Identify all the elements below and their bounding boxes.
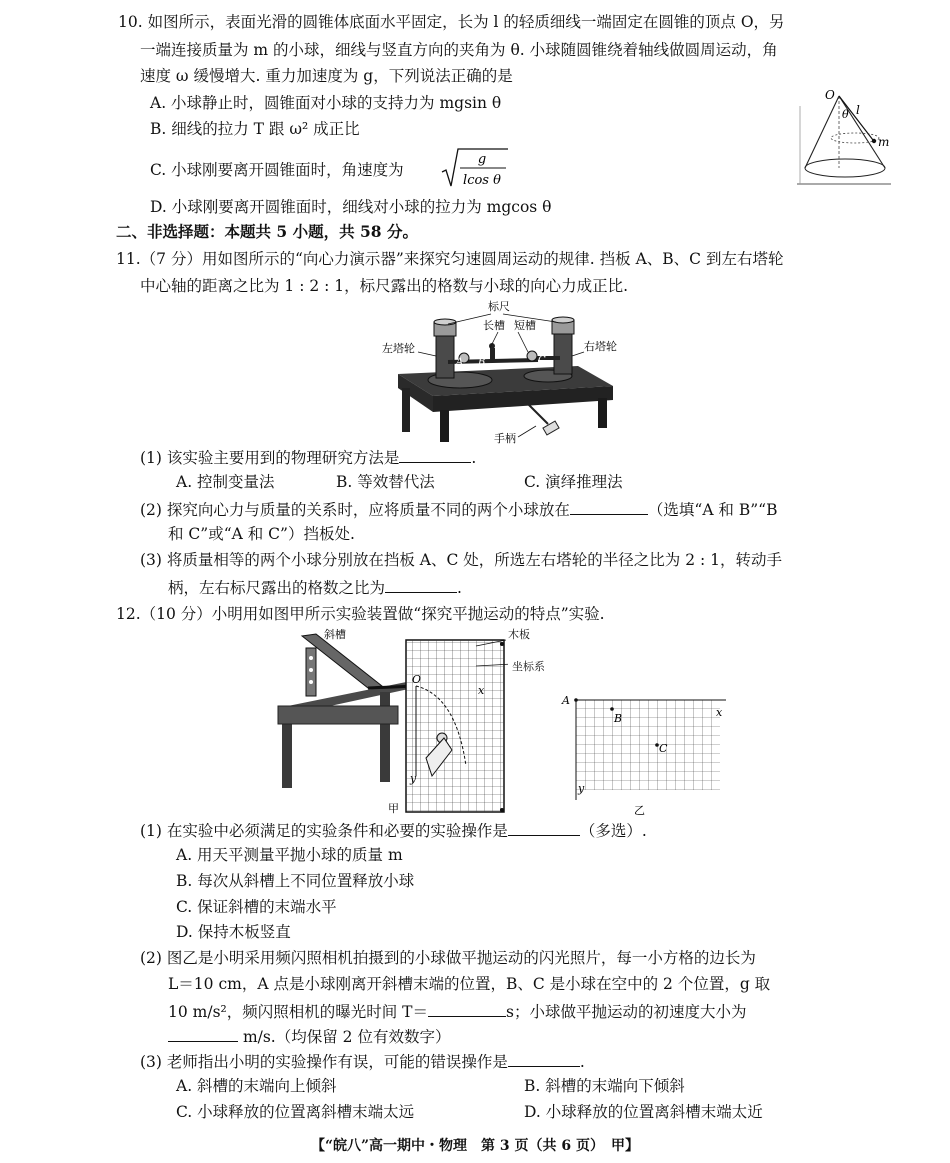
q12-part1-option-c: C. 保证斜槽的末端水平 bbox=[176, 898, 337, 916]
q12-part3-blank[interactable] bbox=[508, 1050, 580, 1067]
q11-part3-line1: (3) 将质量相等的两个小球分别放在挡板 A、C 处，所选左右塔轮的半径之比为 2 : 1，转动手 bbox=[140, 551, 783, 569]
q11-part2-text-b: （选填“A 和 B”“B bbox=[647, 501, 778, 519]
yi-label-b: B bbox=[614, 712, 623, 725]
q11-part1-end: . bbox=[471, 449, 477, 467]
cone-label-theta: θ bbox=[842, 108, 849, 121]
q11-stem-line2: 中心轴的距离之比为 1 : 2 : 1，标尺露出的格数与小球的向心力成正比. bbox=[140, 277, 629, 295]
q10-option-c-prefix: C. 小球刚要离开圆锥面时，角速度为 bbox=[150, 161, 404, 179]
q11-part1-text: (1) 该实验主要用到的物理研究方法是 bbox=[140, 449, 400, 467]
yi-label-a: A bbox=[562, 694, 570, 707]
jia-caption: 甲 bbox=[388, 802, 399, 815]
q12-part3-text: (3) 老师指出小明的实验操作有误，可能的错误操作是 bbox=[140, 1053, 508, 1071]
jia-label-o: O bbox=[412, 673, 422, 686]
apparatus-label-right-tower: 右塔轮 bbox=[584, 340, 617, 353]
q12-part2-blank-period[interactable] bbox=[428, 1000, 506, 1017]
q12-part1 bbox=[140, 819, 647, 841]
apparatus-label-handle: 手柄 bbox=[494, 432, 516, 445]
q10-option-b: B. 细线的拉力 T 跟 ω² 成正比 bbox=[150, 120, 360, 138]
yi-caption: 乙 bbox=[634, 804, 645, 817]
q11-part1-option-c: C. 演绎推理法 bbox=[524, 473, 623, 491]
q11-part1-option-a: A. 控制变量法 bbox=[176, 473, 275, 491]
q12-part2-line1: (2) 图乙是小明采用频闪照相机拍摄到的小球做平抛运动的闪光照片，每一小方格的边长为 bbox=[140, 949, 756, 967]
q12-part1-text: (1) 在实验中必须满足的实验条件和必要的实验操作是 bbox=[140, 822, 508, 840]
apparatus-label-short-slot: 短槽 bbox=[514, 319, 536, 332]
q11-part2-line2: 和 C”或“A 和 C”）挡板处. bbox=[168, 525, 355, 543]
q12-part2-line4 bbox=[168, 1025, 450, 1047]
apparatus-label-b: B bbox=[478, 357, 486, 368]
section-2-heading: 二、非选择题：本题共 5 小题，共 58 分。 bbox=[116, 222, 418, 241]
q12-part3 bbox=[140, 1050, 585, 1072]
q12-part3-option-c: C. 小球释放的位置离斜槽末端太远 bbox=[176, 1103, 415, 1121]
q12-part2-text-b: s；小球做平抛运动的初速度大小为 bbox=[506, 1003, 747, 1021]
jia-label-board: 木板 bbox=[508, 628, 530, 641]
jia-label-coordinate-system: 坐标系 bbox=[512, 660, 545, 673]
q10-option-c bbox=[150, 160, 404, 180]
q11-part3-line2 bbox=[168, 576, 462, 598]
jia-label-x: x bbox=[478, 684, 485, 697]
q11-part3-text: 柄，左右标尺露出的格数之比为 bbox=[168, 579, 386, 597]
q12-part2-line2: L＝10 cm，A 点是小球刚离开斜槽末端的位置，B、C 是小球在空中的 2 个位置，g 取 bbox=[168, 975, 771, 993]
q11-part3-end: . bbox=[457, 579, 462, 597]
yi-label-c: C bbox=[659, 742, 668, 755]
q12-part3-option-b: B. 斜槽的末端向下倾斜 bbox=[524, 1077, 685, 1095]
q11-part1 bbox=[140, 446, 476, 468]
q10-option-d: D. 小球刚要离开圆锥面时，细线对小球的拉力为 mgcos θ bbox=[150, 198, 552, 216]
q12-part1-option-d: D. 保持木板竖直 bbox=[176, 923, 291, 941]
q12-part1-option-a: A. 用天平测量平抛小球的质量 m bbox=[176, 846, 403, 864]
q12-part3-end: . bbox=[579, 1053, 585, 1071]
q10-stem-line3: 速度 ω 缓慢增大. 重力加速度为 g，下列说法正确的是 bbox=[140, 67, 513, 85]
q12-part1-option-b: B. 每次从斜槽上不同位置释放小球 bbox=[176, 872, 415, 890]
q11-part3-blank[interactable] bbox=[385, 576, 457, 593]
apparatus-label-a: A bbox=[456, 357, 464, 368]
apparatus-label-left-tower: 左塔轮 bbox=[382, 342, 415, 355]
yi-point-a bbox=[574, 698, 578, 702]
q12-stem: 12.（10 分）小明用如图甲所示实验装置做“探究平抛运动的特点”实验. bbox=[116, 605, 605, 623]
cone-label-m: m bbox=[878, 135, 890, 149]
q10-stem-line1: 10. 如图所示，表面光滑的圆锥体底面水平固定，长为 l 的轻质细线一端固定在圆锥的顶点 O，另 bbox=[118, 13, 785, 31]
q11-part2-text-a: (2) 探究向心力与质量的关系时，应将质量不同的两个小球放在 bbox=[140, 501, 570, 519]
yi-point-b bbox=[610, 707, 614, 711]
cone-label-o: O bbox=[825, 88, 835, 102]
projectile-apparatus-figure bbox=[276, 626, 508, 816]
q10-option-a: A. 小球静止时，圆锥面对小球的支持力为 mgsin θ bbox=[150, 94, 502, 112]
apparatus-label-ruler: 标尺 bbox=[488, 300, 510, 313]
yi-label-x: x bbox=[716, 706, 723, 719]
apparatus-label-c: C bbox=[538, 355, 546, 366]
cone-label-l: l bbox=[856, 103, 860, 117]
q11-part1-blank[interactable] bbox=[399, 446, 471, 463]
q10-sqrt-fraction bbox=[440, 146, 510, 190]
q12-part1-end: （多选）. bbox=[579, 822, 647, 840]
q12-part3-option-d: D. 小球释放的位置离斜槽末端太近 bbox=[524, 1103, 763, 1121]
q12-part2-text-c: m/s.（均保留 2 位有效数字） bbox=[242, 1028, 451, 1046]
q12-part2-text-a: 10 m/s²，频闪照相机的曝光时间 T＝ bbox=[168, 1003, 429, 1021]
q10-sqrt-numerator: g bbox=[477, 152, 487, 167]
q11-stem-line1: 11.（7 分）用如图所示的“向心力演示器”来探究匀速圆周运动的规律. 挡板 A、B、C 到左右塔轮 bbox=[116, 250, 784, 268]
page-footer: 【“皖八”高一期中・物理 第 3 页（共 6 页） 甲】 bbox=[310, 1138, 640, 1154]
strobe-photo-grid-figure bbox=[558, 690, 728, 818]
jia-label-y: y bbox=[410, 772, 417, 785]
apparatus-label-long-slot: 长槽 bbox=[483, 319, 505, 332]
q12-part3-option-a: A. 斜槽的末端向上倾斜 bbox=[176, 1077, 337, 1095]
q10-stem-line2: 一端连接质量为 m 的小球，细线与竖直方向的夹角为 θ. 小球随圆锥绕着轴线做圆周运动，角 bbox=[140, 41, 778, 59]
q12-part1-blank[interactable] bbox=[508, 819, 580, 836]
q11-part2-line1 bbox=[140, 498, 778, 520]
q12-part2-blank-velocity[interactable] bbox=[168, 1025, 238, 1042]
yi-label-y: y bbox=[578, 782, 585, 795]
q11-part1-option-b: B. 等效替代法 bbox=[336, 473, 435, 491]
jia-label-chute: 斜槽 bbox=[324, 628, 346, 641]
cone-figure bbox=[795, 86, 895, 188]
centripetal-apparatus-figure bbox=[378, 296, 628, 448]
q11-part2-blank[interactable] bbox=[570, 498, 648, 515]
q12-part2-line3 bbox=[168, 1000, 746, 1022]
q10-sqrt-denominator: lcos θ bbox=[463, 173, 501, 188]
